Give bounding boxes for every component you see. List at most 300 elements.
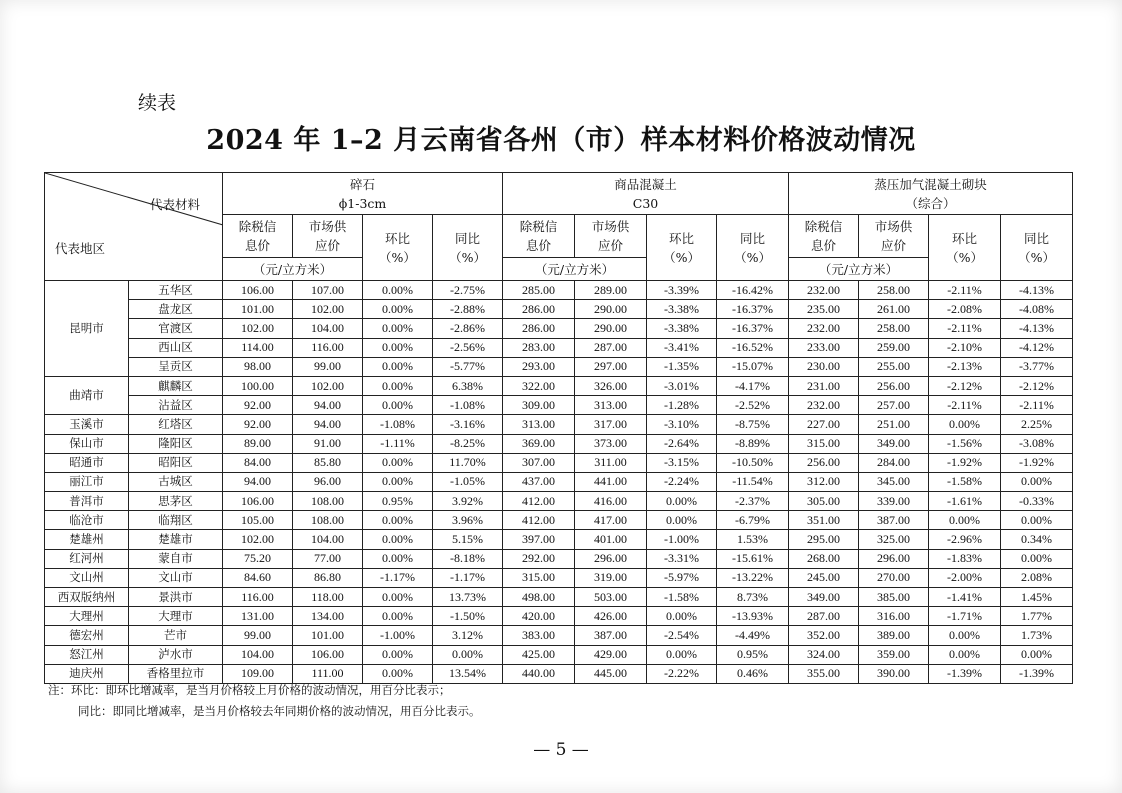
value-cell: -8.75% xyxy=(717,415,789,434)
district-cell: 临翔区 xyxy=(129,511,223,530)
value-cell: 429.00 xyxy=(575,645,647,664)
district-cell: 芒市 xyxy=(129,626,223,645)
district-cell: 大理市 xyxy=(129,607,223,626)
value-cell: 283.00 xyxy=(503,338,575,357)
material-header-1 xyxy=(503,173,789,215)
value-cell: 92.00 xyxy=(223,396,293,415)
value-cell: 94.00 xyxy=(223,472,293,491)
value-cell: 227.00 xyxy=(789,415,859,434)
table-row xyxy=(45,357,1073,376)
value-cell: 290.00 xyxy=(575,319,647,338)
value-cell: 315.00 xyxy=(503,568,575,587)
value-cell: -3.41% xyxy=(647,338,717,357)
value-cell: 0.00% xyxy=(363,376,433,395)
district-cell: 麒麟区 xyxy=(129,376,223,395)
value-cell: -1.50% xyxy=(433,607,503,626)
region-axis-label: 代表地区 xyxy=(55,241,106,256)
yoy-header: 同比 （%） xyxy=(1001,215,1073,281)
value-cell: 0.95% xyxy=(363,492,433,511)
value-cell: 102.00 xyxy=(223,319,293,338)
value-cell: 290.00 xyxy=(575,300,647,319)
value-cell: -3.38% xyxy=(647,300,717,319)
value-cell: 401.00 xyxy=(575,530,647,549)
value-cell: 369.00 xyxy=(503,434,575,453)
value-cell: -2.12% xyxy=(929,376,1001,395)
value-cell: 355.00 xyxy=(789,664,859,683)
table-row xyxy=(45,319,1073,338)
table-row xyxy=(45,530,1073,549)
value-cell: 0.00% xyxy=(929,645,1001,664)
value-cell: 1.77% xyxy=(1001,607,1073,626)
value-cell: -1.35% xyxy=(647,357,717,376)
value-cell: 284.00 xyxy=(859,453,929,472)
city-cell: 玉溪市 xyxy=(45,415,129,434)
value-cell: 233.00 xyxy=(789,338,859,357)
pretax-price-header: 除税信 息价 xyxy=(223,215,293,258)
value-cell: -1.92% xyxy=(929,453,1001,472)
value-cell: 325.00 xyxy=(859,530,929,549)
value-cell: -1.00% xyxy=(647,530,717,549)
value-cell: 390.00 xyxy=(859,664,929,683)
value-cell: 385.00 xyxy=(859,588,929,607)
city-cell: 普洱市 xyxy=(45,492,129,511)
value-cell: -2.22% xyxy=(647,664,717,683)
value-cell: 109.00 xyxy=(223,664,293,683)
value-cell: -2.11% xyxy=(1001,396,1073,415)
district-cell: 隆阳区 xyxy=(129,434,223,453)
table-row xyxy=(45,453,1073,472)
value-cell: 2.25% xyxy=(1001,415,1073,434)
value-cell: -4.49% xyxy=(717,626,789,645)
market-price-header: 市场供 应价 xyxy=(859,215,929,258)
value-cell: 0.34% xyxy=(1001,530,1073,549)
value-cell: -3.16% xyxy=(433,415,503,434)
value-cell: -4.08% xyxy=(1001,300,1073,319)
value-cell: 108.00 xyxy=(293,511,363,530)
table-row xyxy=(45,626,1073,645)
pretax-price-header: 除税信 息价 xyxy=(503,215,575,258)
value-cell: -1.56% xyxy=(929,434,1001,453)
value-cell: 307.00 xyxy=(503,453,575,472)
district-cell: 西山区 xyxy=(129,338,223,357)
value-cell: -1.00% xyxy=(363,626,433,645)
table-row xyxy=(45,338,1073,357)
unit-header: （元/立方米） xyxy=(503,258,647,281)
value-cell: -2.00% xyxy=(929,568,1001,587)
value-cell: 359.00 xyxy=(859,645,929,664)
value-cell: 425.00 xyxy=(503,645,575,664)
value-cell: 116.00 xyxy=(223,588,293,607)
material-spec: ϕ1-3cm xyxy=(338,195,387,211)
table-row xyxy=(45,607,1073,626)
value-cell: 417.00 xyxy=(575,511,647,530)
value-cell: 319.00 xyxy=(575,568,647,587)
value-cell: 104.00 xyxy=(293,319,363,338)
table-row xyxy=(45,511,1073,530)
value-cell: 96.00 xyxy=(293,472,363,491)
value-cell: 383.00 xyxy=(503,626,575,645)
pretax-price-header: 除税信 息价 xyxy=(789,215,859,258)
district-cell: 蒙自市 xyxy=(129,549,223,568)
value-cell: 285.00 xyxy=(503,281,575,300)
value-cell: 412.00 xyxy=(503,492,575,511)
district-cell: 官渡区 xyxy=(129,319,223,338)
value-cell: -10.50% xyxy=(717,453,789,472)
market-price-header: 市场供 应价 xyxy=(575,215,647,258)
value-cell: -3.31% xyxy=(647,549,717,568)
table-row xyxy=(45,376,1073,395)
value-cell: 84.00 xyxy=(223,453,293,472)
district-cell: 楚雄市 xyxy=(129,530,223,549)
value-cell: 106.00 xyxy=(293,645,363,664)
value-cell: -1.11% xyxy=(363,434,433,453)
value-cell: -1.41% xyxy=(929,588,1001,607)
value-cell: -1.58% xyxy=(647,588,717,607)
value-cell: 1.45% xyxy=(1001,588,1073,607)
value-cell: 107.00 xyxy=(293,281,363,300)
district-cell: 红塔区 xyxy=(129,415,223,434)
mom-header: 环比 （%） xyxy=(929,215,1001,281)
material-axis-label: 代表材料 xyxy=(149,197,200,212)
value-cell: -5.77% xyxy=(433,357,503,376)
value-cell: 420.00 xyxy=(503,607,575,626)
district-cell: 文山市 xyxy=(129,568,223,587)
value-cell: 0.00% xyxy=(363,396,433,415)
value-cell: 0.00% xyxy=(363,319,433,338)
district-cell: 古城区 xyxy=(129,472,223,491)
value-cell: 256.00 xyxy=(859,376,929,395)
value-cell: 105.00 xyxy=(223,511,293,530)
city-cell: 大理州 xyxy=(45,607,129,626)
value-cell: 99.00 xyxy=(223,626,293,645)
value-cell: 116.00 xyxy=(293,338,363,357)
value-cell: 231.00 xyxy=(789,376,859,395)
value-cell: 0.00% xyxy=(363,357,433,376)
value-cell: 313.00 xyxy=(503,415,575,434)
value-cell: -1.71% xyxy=(929,607,1001,626)
value-cell: -16.52% xyxy=(717,338,789,357)
value-cell: 0.95% xyxy=(717,645,789,664)
district-cell: 五华区 xyxy=(129,281,223,300)
value-cell: 84.60 xyxy=(223,568,293,587)
value-cell: -4.13% xyxy=(1001,319,1073,338)
value-cell: 91.00 xyxy=(293,434,363,453)
value-cell: -1.28% xyxy=(647,396,717,415)
value-cell: 437.00 xyxy=(503,472,575,491)
district-cell: 泸水市 xyxy=(129,645,223,664)
value-cell: 257.00 xyxy=(859,396,929,415)
value-cell: -3.08% xyxy=(1001,434,1073,453)
value-cell: 230.00 xyxy=(789,357,859,376)
value-cell: 316.00 xyxy=(859,607,929,626)
table-row xyxy=(45,300,1073,319)
value-cell: 261.00 xyxy=(859,300,929,319)
value-cell: 339.00 xyxy=(859,492,929,511)
value-cell: 0.00% xyxy=(363,588,433,607)
value-cell: 270.00 xyxy=(859,568,929,587)
value-cell: 317.00 xyxy=(575,415,647,434)
value-cell: 255.00 xyxy=(859,357,929,376)
value-cell: 251.00 xyxy=(859,415,929,434)
market-price-header: 市场供 应价 xyxy=(293,215,363,258)
value-cell: -1.39% xyxy=(929,664,1001,683)
value-cell: 0.00% xyxy=(1001,511,1073,530)
value-cell: -3.15% xyxy=(647,453,717,472)
value-cell: 351.00 xyxy=(789,511,859,530)
value-cell: -8.18% xyxy=(433,549,503,568)
value-cell: 11.70% xyxy=(433,453,503,472)
value-cell: 0.00% xyxy=(647,607,717,626)
table-row xyxy=(45,472,1073,491)
value-cell: 1.73% xyxy=(1001,626,1073,645)
material-spec: C30 xyxy=(632,195,659,211)
value-cell: 0.00% xyxy=(433,645,503,664)
value-cell: 85.80 xyxy=(293,453,363,472)
value-cell: 293.00 xyxy=(503,357,575,376)
value-cell: 0.00% xyxy=(647,492,717,511)
value-cell: 322.00 xyxy=(503,376,575,395)
value-cell: 75.20 xyxy=(223,549,293,568)
value-cell: -2.11% xyxy=(929,396,1001,415)
city-cell: 昆明市 xyxy=(45,281,129,377)
table-row xyxy=(45,588,1073,607)
value-cell: 326.00 xyxy=(575,376,647,395)
value-cell: 297.00 xyxy=(575,357,647,376)
value-cell: 232.00 xyxy=(789,281,859,300)
value-cell: -6.79% xyxy=(717,511,789,530)
value-cell: -3.39% xyxy=(647,281,717,300)
yoy-header: 同比 （%） xyxy=(433,215,503,281)
value-cell: 0.00% xyxy=(1001,645,1073,664)
value-cell: -4.12% xyxy=(1001,338,1073,357)
value-cell: 349.00 xyxy=(789,588,859,607)
value-cell: 100.00 xyxy=(223,376,293,395)
value-cell: -2.11% xyxy=(929,281,1001,300)
value-cell: 295.00 xyxy=(789,530,859,549)
value-cell: 0.00% xyxy=(929,626,1001,645)
value-cell: 412.00 xyxy=(503,511,575,530)
value-cell: -1.08% xyxy=(363,415,433,434)
city-cell: 德宏州 xyxy=(45,626,129,645)
table-row xyxy=(45,549,1073,568)
value-cell: -2.37% xyxy=(717,492,789,511)
value-cell: 0.00% xyxy=(363,472,433,491)
value-cell: -0.33% xyxy=(1001,492,1073,511)
value-cell: 0.00% xyxy=(363,338,433,357)
value-cell: -2.12% xyxy=(1001,376,1073,395)
value-cell: -3.77% xyxy=(1001,357,1073,376)
value-cell: 3.12% xyxy=(433,626,503,645)
value-cell: -15.07% xyxy=(717,357,789,376)
table-row xyxy=(45,492,1073,511)
value-cell: 108.00 xyxy=(293,492,363,511)
value-cell: 287.00 xyxy=(575,338,647,357)
value-cell: 286.00 xyxy=(503,319,575,338)
value-cell: 498.00 xyxy=(503,588,575,607)
material-spec: （综合） xyxy=(905,195,956,211)
value-cell: -2.64% xyxy=(647,434,717,453)
value-cell: -8.89% xyxy=(717,434,789,453)
value-cell: 0.46% xyxy=(717,664,789,683)
value-cell: 0.00% xyxy=(1001,549,1073,568)
city-cell: 文山州 xyxy=(45,568,129,587)
corner-diagonal-line xyxy=(45,173,223,280)
value-cell: 5.15% xyxy=(433,530,503,549)
value-cell: 0.00% xyxy=(647,645,717,664)
value-cell: 8.73% xyxy=(717,588,789,607)
value-cell: 13.73% xyxy=(433,588,503,607)
table-row xyxy=(45,281,1073,300)
value-cell: 426.00 xyxy=(575,607,647,626)
value-cell: 256.00 xyxy=(789,453,859,472)
value-cell: -2.11% xyxy=(929,319,1001,338)
table-row xyxy=(45,645,1073,664)
value-cell: 0.00% xyxy=(647,511,717,530)
value-cell: 3.96% xyxy=(433,511,503,530)
value-cell: -2.13% xyxy=(929,357,1001,376)
value-cell: 89.00 xyxy=(223,434,293,453)
value-cell: 102.00 xyxy=(293,376,363,395)
value-cell: 111.00 xyxy=(293,664,363,683)
value-cell: 232.00 xyxy=(789,319,859,338)
continued-label: 续表 xyxy=(138,92,177,114)
value-cell: 131.00 xyxy=(223,607,293,626)
value-cell: -5.97% xyxy=(647,568,717,587)
district-cell: 呈贡区 xyxy=(129,357,223,376)
mom-header: 环比 （%） xyxy=(647,215,717,281)
value-cell: 345.00 xyxy=(859,472,929,491)
value-cell: -1.83% xyxy=(929,549,1001,568)
value-cell: -2.86% xyxy=(433,319,503,338)
value-cell: -2.54% xyxy=(647,626,717,645)
value-cell: 296.00 xyxy=(859,549,929,568)
value-cell: 92.00 xyxy=(223,415,293,434)
value-cell: 118.00 xyxy=(293,588,363,607)
price-table xyxy=(44,172,1073,684)
mom-header: 环比 （%） xyxy=(363,215,433,281)
material-header-0 xyxy=(223,173,503,215)
value-cell: 309.00 xyxy=(503,396,575,415)
value-cell: 0.00% xyxy=(363,300,433,319)
note-yoy: 同比：即同比增减率，是当月价格较去年同期价格的波动情况，用百分比表示。 xyxy=(78,704,481,718)
value-cell: -1.17% xyxy=(433,568,503,587)
value-cell: 387.00 xyxy=(859,511,929,530)
value-cell: 0.00% xyxy=(929,415,1001,434)
value-cell: -1.92% xyxy=(1001,453,1073,472)
value-cell: 416.00 xyxy=(575,492,647,511)
value-cell: 134.00 xyxy=(293,607,363,626)
city-cell: 保山市 xyxy=(45,434,129,453)
value-cell: 289.00 xyxy=(575,281,647,300)
value-cell: 313.00 xyxy=(575,396,647,415)
value-cell: 373.00 xyxy=(575,434,647,453)
unit-header: （元/立方米） xyxy=(789,258,929,281)
value-cell: -8.25% xyxy=(433,434,503,453)
material-name: 碎石 xyxy=(350,176,376,192)
material-name: 商品混凝土 xyxy=(614,176,677,192)
value-cell: 232.00 xyxy=(789,396,859,415)
value-cell: -16.42% xyxy=(717,281,789,300)
value-cell: -2.52% xyxy=(717,396,789,415)
district-cell: 思茅区 xyxy=(129,492,223,511)
value-cell: -4.13% xyxy=(1001,281,1073,300)
city-cell: 楚雄州 xyxy=(45,530,129,549)
value-cell: 94.00 xyxy=(293,415,363,434)
value-cell: 258.00 xyxy=(859,281,929,300)
value-cell: 259.00 xyxy=(859,338,929,357)
value-cell: 77.00 xyxy=(293,549,363,568)
value-cell: 315.00 xyxy=(789,434,859,453)
value-cell: 0.00% xyxy=(363,549,433,568)
value-cell: 287.00 xyxy=(789,607,859,626)
value-cell: 292.00 xyxy=(503,549,575,568)
value-cell: 86.80 xyxy=(293,568,363,587)
city-cell: 丽江市 xyxy=(45,472,129,491)
city-cell: 曲靖市 xyxy=(45,376,129,414)
city-cell: 怒江州 xyxy=(45,645,129,664)
table-row xyxy=(45,568,1073,587)
value-cell: -3.38% xyxy=(647,319,717,338)
value-cell: -2.24% xyxy=(647,472,717,491)
value-cell: 94.00 xyxy=(293,396,363,415)
value-cell: 286.00 xyxy=(503,300,575,319)
city-cell: 昭通市 xyxy=(45,453,129,472)
value-cell: 99.00 xyxy=(293,357,363,376)
value-cell: -2.96% xyxy=(929,530,1001,549)
value-cell: 104.00 xyxy=(223,645,293,664)
value-cell: -15.61% xyxy=(717,549,789,568)
city-cell: 临沧市 xyxy=(45,511,129,530)
value-cell: 0.00% xyxy=(363,453,433,472)
value-cell: 102.00 xyxy=(293,300,363,319)
value-cell: 312.00 xyxy=(789,472,859,491)
table-row xyxy=(45,415,1073,434)
value-cell: 114.00 xyxy=(223,338,293,357)
value-cell: 101.00 xyxy=(223,300,293,319)
value-cell: 305.00 xyxy=(789,492,859,511)
district-cell: 盘龙区 xyxy=(129,300,223,319)
value-cell: 6.38% xyxy=(433,376,503,395)
value-cell: -3.01% xyxy=(647,376,717,395)
value-cell: -11.54% xyxy=(717,472,789,491)
value-cell: -2.56% xyxy=(433,338,503,357)
value-cell: -2.88% xyxy=(433,300,503,319)
value-cell: 0.00% xyxy=(929,511,1001,530)
value-cell: -2.75% xyxy=(433,281,503,300)
value-cell: 102.00 xyxy=(223,530,293,549)
value-cell: 2.08% xyxy=(1001,568,1073,587)
value-cell: 352.00 xyxy=(789,626,859,645)
value-cell: 440.00 xyxy=(503,664,575,683)
value-cell: -1.39% xyxy=(1001,664,1073,683)
value-cell: 0.00% xyxy=(1001,472,1073,491)
value-cell: -16.37% xyxy=(717,319,789,338)
value-cell: 389.00 xyxy=(859,626,929,645)
page-title: 2024 年 1–2 月云南省各州（市）样本材料价格波动情况 xyxy=(206,125,916,156)
value-cell: 268.00 xyxy=(789,549,859,568)
value-cell: 13.54% xyxy=(433,664,503,683)
value-cell: 235.00 xyxy=(789,300,859,319)
value-cell: 441.00 xyxy=(575,472,647,491)
table-row xyxy=(45,434,1073,453)
value-cell: -4.17% xyxy=(717,376,789,395)
value-cell: 0.00% xyxy=(363,664,433,683)
district-cell: 昭阳区 xyxy=(129,453,223,472)
value-cell: -2.08% xyxy=(929,300,1001,319)
yoy-header: 同比 （%） xyxy=(717,215,789,281)
note-mom: 注：环比：即环比增减率，是当月价格较上月价格的波动情况，用百分比表示； xyxy=(48,683,451,697)
value-cell: 106.00 xyxy=(223,492,293,511)
